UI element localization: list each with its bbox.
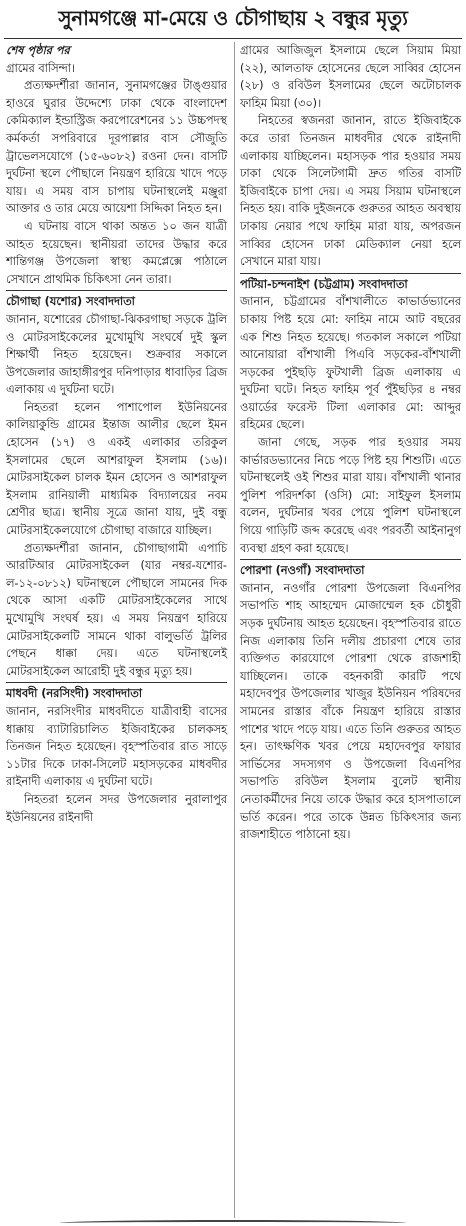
column-divider — [234, 42, 235, 1218]
paragraph: প্রত্যক্ষদর্শীরা জানান, সুনামগঞ্জের টাঙ্গুয়ার হাওরে ঘুরার উদ্দেশ্যে ঢাকা থেকে বাংলাদেশ কেমিক্যাল ইন্ডাস্ট্রিজ করপোরেশনের ১১ উচ্চপদস্থ কর্মকর্তা সপরিবারে দূরপাল্লার বাস সৌজুতি ট্রাভেলসযোগে (১৫-৬০৮২) রওনা দেন। বাসটি দুর্ঘটনা স্থলে পৌছালে নিয়ন্ত্রণ হারিয়ে খাদে পড়ে যায়। এ সময় বাস চাপায় ঘটনাস্থলেই মঞ্জুরা আক্তার ও তার মেয়ে আয়েশা সিদ্দিকা নিহত হন। — [6, 79, 227, 216]
paragraph: এ ঘটনায় বাসে থাকা অন্তত ১০ জন যাত্রী আহত হয়েছেন। স্থানীয়রা তাদের উদ্ধার করে শান্তিগঞ্জ উপজেলা স্বাস্থ্য কমপ্লেক্সে পাঠালে সেখানে প্রাথমিক চিকিৎসা নেন তারা। — [6, 219, 227, 286]
paragraph: গ্রামের আজিজুল ইসলামে ছেলে সিয়াম মিয়া (২২), আলতাফ হোসেনের ছেলে সাব্বির হোসেন (২৮) ও রবিউল ইসলামের ছেলে অটোচালক ফাহিম মিয়া (৩০)। — [240, 44, 461, 110]
continued-from-label: শেষ পৃষ্ঠার পর — [6, 44, 70, 57]
left-column — [6, 42, 227, 826]
dateline-patiya: পটিয়া-চন্দনাইশ (চট্টগ্রাম) সংবাদদাতা — [240, 273, 461, 294]
dateline-porsha: পোরশা (নওগাঁ) সংবাদদাতা — [240, 559, 461, 580]
headline: সুনামগঞ্জে মা-মেয়ে ও চৌগাছায় ২ বন্ধুর মৃত্যু — [58, 6, 408, 30]
paragraph: জানান, নরসিংদীর মাধবদীতে যাত্রীবাহী বাসের ধাক্কায় ব্যাটারিচালিত ইজিবাইকের চালকসহ তিনজন নিহত হয়েছেন। বৃহস্পতিবার রাত সাড়ে ১১টার দিকে ঢাকা-সিলেট মহাসড়কের মাধবদীর রাইনাদী এলাকায় এ দুর্ঘটনা ঘটে। — [6, 704, 227, 789]
dateline-chougachha: চৌগাছা (যশোর) সংবাদদাতা — [6, 290, 227, 311]
dateline-madhabdi: মাধবদী (নরসিংদী) সংবাদদাতা — [6, 682, 227, 703]
dateline-paragraph — [240, 273, 461, 294]
paragraph: নিহতরা হলেন পাশাপোল ইউনিয়নের কালিয়াকুন্ডি গ্রামের ইন্তাজ আলীর ছেলে ইমন হোসেন (১৭) ও একই এলাকার তরিকুল ইসলামের ছেলে আশরাফুল ইসলাম (১৬)। মোটরসাইকেল চালক ইমন হোসেন ও আশরাফুল ইসলাম রানিয়ালী মাধ্যমিক বিদ্যালয়ের নবম শ্রেণীর ছাত্র। স্থানীয় সূত্রে জানা যায়, দুই বন্ধু মোটরসাইকেলযোগে চৌগাছা বাজারে যাচ্ছিল। — [6, 400, 227, 538]
paragraph: জানান, নওগাঁর পোরশা উপজেলা বিএনপির সভাপতি শাহ আহম্মেদ মোজাম্মেল হক চৌধুরী সড়ক দুর্ঘটনায় আহত হয়েছেন। বৃহস্পতিবার রাতে নিজ এলাকায় তিনি দলীয় প্রচারণা শেষে তার ব্যক্তিগত কারযোগে পোরশা থেকে রাজশাহী যাচ্ছিলেন। তাকে বহনকারী কারটি পথে মহাদেবপুর উপজেলার খাজুর ইউনিয়ন পরিষদের সামনের রাস্তার বাঁকে নিয়ন্ত্রণ হারিয়ে রাস্তার পাশের খাদে পড়ে যায়। এতে তিনি গুরুতর আহত হন। তাৎক্ষণিক খবর পেয়ে মহাদেবপুর ফায়ার সার্ভিসের সদস্যগণ ও উপজেলা বিএনপির সভাপতি রবিউল ইসলাম বুলেট স্থানীয় নেতাকর্মীদের নিয়ে তাকে উদ্ধার করে হাসপাতালে ভর্তি করেন। পরে তাকে উন্নত চিকিৎসার জন্য রাজশাহীতে পাঠানো হয়। — [240, 581, 461, 842]
paragraph: জানান, যশোরের চৌগাছা-ঝিকরগাছা সড়কে ট্রলি ও মোটরসাইকেলের মুখোমুখি সংঘর্ষে দুই স্কুল শিক্ষার্থী নিহত হয়েছেন। শুক্রবার সকালে উপজেলার জাহাঙ্গীরপুর দনিপাড়ার ধাবাড়ির ব্রিজ এলাকায় এ দুর্ঘটনা ঘটে। — [6, 312, 227, 397]
bottom-ornament — [60, 1220, 406, 1226]
paragraph: নিহতের স্বজনরা জানান, রাতে ইজিবাইকে করে তারা তিনজন মাধবদীর থেকে রাইনাদী এলাকায় যাচ্ছিলেন। মহাসড়ক পার হওয়ার সময় ঢাকা থেকে সিলেটগামী দ্রুত গতির বাসটি ইজিবাইকে চাপা দেয়। এ সময় সিয়াম ঘটনাস্থলে নিহত হয়। বাকি দুইজনকে গুরুতর আহত অবস্থায় ঢাকায় নেয়ার পথে ফাহিম মারা যায়, অপরজন সাব্বির হোসেন ঢাকা মেডিক্যাল নেয়া হলে সেখানে মারা যায়। — [240, 114, 461, 269]
paragraph: জানা গেছে, সড়ক পার হওয়ার সময় কার্ভারডভ্যানের নিচে পড়ে পিষ্ট হয় শিশুটি। এতে ঘটনাস্থলেই ওই শিশুর মারা যায়। বাঁশখালী থানার পুলিশ পরিদর্শকা (ওসি) মো: সাইফুল ইসলাম বলেন, দুর্ঘটনার খবর পেয়ে পুলিশ ঘটনাস্থলে গিয়ে গাড়িটি জব্দ করেছে এবং পরবর্তী আইনানুগ ব্যবস্থা গ্রহণ করা হয়েছে। — [240, 436, 461, 555]
dateline-paragraph — [6, 682, 227, 703]
paragraph: জানান, চট্টগ্রামের বাঁশখালীতে কাভার্ডভ্যানের চাকায় পিষ্ট হয়ে মো: ফাহিম নামে আট বছরের এক শিশু নিহত হয়েছে। গতকাল সকালে পটিয়া আনোয়ারা বাঁশখালী পিএবি সড়কের-বাঁশখালী সড়কের পুইছড়ি ফুটখালী ব্রিজ এলাকায় এ দুর্ঘটনা ঘটে। নিহত ফাহিম পূর্ব পুঁইছড়ির ৪ নম্বর ওয়ার্ডের ফরেস্ট টিলা এলাকার মো: আব্দুর রহিমের ছেলে। — [240, 295, 461, 432]
dateline-paragraph — [6, 290, 227, 311]
headline-rule — [4, 38, 462, 39]
paragraph: নিহতরা হলেন সদর উপজেলার নুরালাপুর ইউনিয়নের রাইনাদী — [6, 792, 227, 824]
paragraph: প্রত্যক্ষদর্শীরা জানান, চৌগাছাগামী এপাচি আরটিআর মোটরসাইকেল (যার নম্বর-যশোর-ল-১২-০৮১২) ঘটনাস্থলে পৌছালে সামনের দিক থেকে আসা একটি মোটরসাইকেলের সাথে মুখোমুখি সংঘর্ষ হয়। এ সময় নিয়ন্ত্রণ হারিয়ে মোটরসাইকেলটি সামনে থাকা বালুভর্তি ট্রলির পেছনে ধাক্কা দেয়। এতে ঘটনাস্থলেই মোটরসাইকেল আরোহী দুই বন্ধুর মৃত্যু হয়। — [6, 541, 227, 678]
right-column — [240, 42, 461, 844]
dateline-paragraph — [240, 559, 461, 580]
paragraph: গ্রামের বাসিন্দা। — [6, 61, 75, 75]
